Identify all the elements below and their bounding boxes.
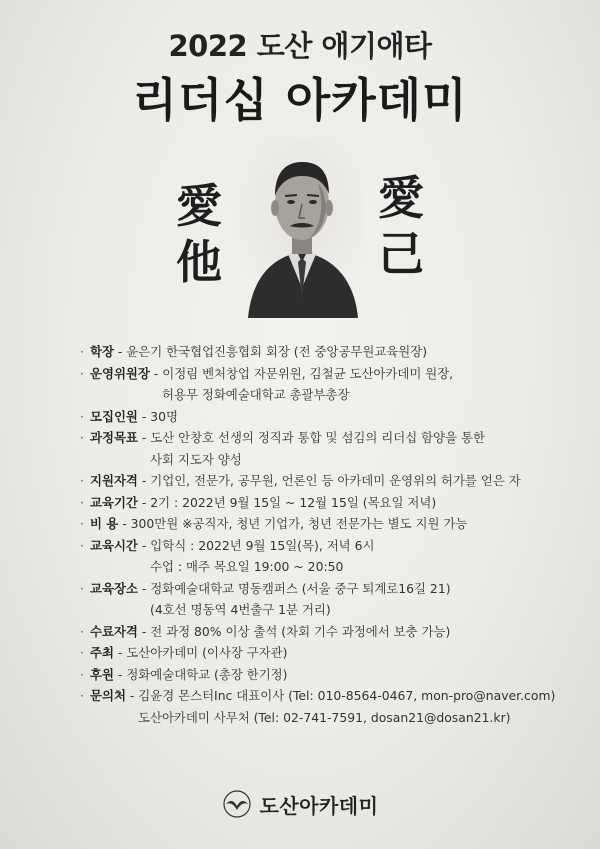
- info-separator: -: [137, 537, 151, 553]
- bullet-dot: ·: [80, 408, 84, 424]
- calligraphy-right-char-1: 愛: [378, 171, 424, 225]
- info-value: 기업인, 전문가, 공무원, 언론인 등 아카데미 운영위의 허가를 얻은 자: [150, 473, 521, 488]
- info-separator: -: [137, 580, 151, 596]
- info-separator: -: [113, 344, 127, 359]
- info-separator: -: [137, 473, 151, 488]
- info-row: [80, 514, 580, 533]
- info-value: 전 과정 80% 이상 출석 (차회 기수 과정에서 보충 가능): [150, 623, 451, 639]
- academy-logo-icon: [222, 789, 252, 819]
- info-key: 교육장소: [90, 580, 138, 596]
- info-row-continuation: [80, 557, 580, 576]
- info-key: 학장: [90, 344, 114, 359]
- bullet-dot: ·: [80, 365, 84, 381]
- info-value: 정화예술대학교 명동캠퍼스 (서울 중구 퇴계로16길 21): [150, 580, 451, 596]
- info-row-continuation: [80, 600, 580, 619]
- academy-name: 도산아카데미: [259, 793, 379, 818]
- info-key: 교육시간: [90, 537, 138, 553]
- info-row: [80, 493, 580, 512]
- info-row-continuation: [80, 450, 580, 469]
- info-key: 교육기간: [90, 494, 138, 510]
- calligraphy-left-char-2: 他: [176, 235, 222, 289]
- info-separator: -: [125, 688, 139, 703]
- bullet-dot: ·: [80, 666, 84, 682]
- bullet-dot: ·: [80, 516, 84, 531]
- info-value: 사회 지도자 양성: [150, 451, 242, 467]
- info-value: 도산 안창호 선생의 정직과 통합 및 섬김의 리더십 함양을 통한: [150, 430, 485, 445]
- info-value: 2기 : 2022년 9월 15일 ~ 12월 15일 (목요일 저녁): [150, 494, 437, 510]
- footer: [0, 789, 600, 819]
- info-separator: -: [137, 623, 151, 639]
- bullet-dot: ·: [80, 645, 84, 660]
- info-key: 주최: [90, 645, 114, 660]
- info-row: [80, 622, 580, 641]
- info-value: 이정림 벤처창업 자문위원, 김철균 도산아카데미 원장,: [162, 365, 454, 381]
- info-key: 운영위원장: [90, 365, 150, 381]
- info-separator: -: [118, 516, 131, 531]
- info-value: 도산아카데미 사무처 (Tel: 02-741-7591, dosan21@dosan21.kr): [138, 709, 511, 725]
- bullet-dot: ·: [80, 537, 84, 553]
- poster-subtitle: 2022 도산 애기애타: [168, 29, 432, 63]
- portrait-image: [238, 138, 366, 318]
- info-row: [80, 364, 580, 383]
- info-row: [80, 686, 580, 705]
- info-value: 입학식 : 2022년 9월 15일(목), 저녁 6시: [150, 537, 375, 553]
- info-value: 30명: [150, 408, 178, 424]
- info-row-continuation: [80, 708, 580, 727]
- info-row: [80, 342, 580, 361]
- calligraphy-right-char-2: 己: [378, 227, 424, 281]
- info-key: 문의처: [90, 688, 126, 703]
- info-separator: -: [113, 645, 127, 660]
- info-key: 지원자격: [90, 473, 138, 488]
- info-value: 수업 : 매주 목요일 19:00 ~ 20:50: [150, 559, 344, 574]
- info-row: [80, 536, 580, 555]
- info-row: [80, 471, 580, 490]
- info-separator: -: [137, 494, 151, 510]
- bullet-dot: ·: [80, 494, 84, 510]
- bullet-dot: ·: [80, 430, 84, 445]
- info-row: [80, 665, 580, 684]
- info-value: 윤은기 한국협업진흥협회 회장 (전 중앙공무원교육원장): [126, 344, 428, 359]
- info-separator: -: [113, 666, 127, 682]
- info-value: 정화예술대학교 (총장 한기정): [126, 666, 288, 682]
- info-value: (4호선 명동역 4번출구 1분 거리): [150, 602, 331, 617]
- bullet-dot: ·: [80, 688, 84, 703]
- calligraphy-left-char-1: 愛: [176, 179, 222, 233]
- info-key: 모집인원: [90, 408, 138, 424]
- bullet-dot: ·: [80, 344, 84, 359]
- calligraphy-left: [176, 178, 222, 290]
- info-value: 김윤경 몬스터Inc 대표이사 (Tel: 010-8564-0467, mon-pro@naver.com): [138, 688, 556, 703]
- info-value: 허용무 정화예술대학교 총괄부총장: [162, 387, 350, 402]
- info-value: 300만원 ※공직자, 청년 기업가, 청년 전문가는 별도 지원 가능: [130, 516, 468, 531]
- bullet-dot: ·: [80, 473, 84, 488]
- info-row-continuation: [80, 385, 580, 404]
- info-key: 수료자격: [90, 623, 138, 639]
- poster-title: 리더십 아카데미: [132, 73, 468, 127]
- info-separator: -: [137, 430, 151, 445]
- info-row: [80, 428, 580, 447]
- calligraphy-right: [378, 170, 424, 282]
- info-separator: -: [137, 408, 151, 424]
- bullet-dot: ·: [80, 580, 84, 596]
- info-key: 과정목표: [90, 430, 138, 445]
- info-list: [80, 342, 580, 729]
- info-row: [80, 579, 580, 598]
- info-key: 후원: [90, 666, 114, 682]
- info-key: 비 용: [90, 516, 119, 531]
- info-row: [80, 643, 580, 662]
- bullet-dot: ·: [80, 623, 84, 639]
- info-row: [80, 407, 580, 426]
- info-value: 도산아카데미 (이사장 구자관): [126, 645, 288, 660]
- info-separator: -: [149, 365, 163, 381]
